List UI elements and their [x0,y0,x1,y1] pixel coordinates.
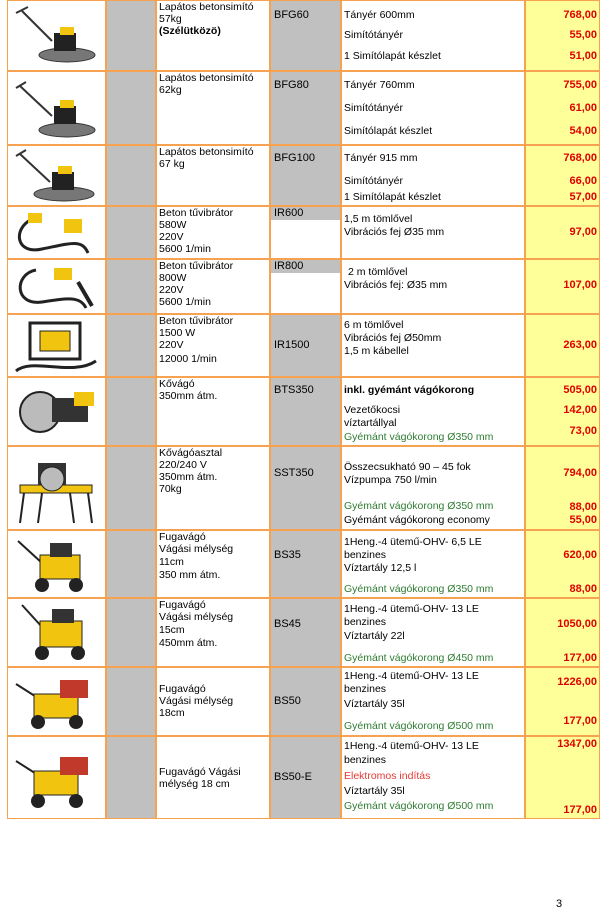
table-row [7,736,600,819]
product-code: BS45 [274,618,301,630]
power-trowel-illustration [12,148,100,204]
cut-off-saw-illustration [12,380,100,442]
product-name-line: 12000 1/min [159,353,217,365]
price-value: 768,00 [563,9,597,21]
product-image-cell [8,315,105,376]
price-value: 177,00 [563,715,597,727]
product-description-cell [342,207,524,258]
product-name-cell [157,668,269,735]
product-name-line: Lapátos betonsimító [159,72,254,84]
product-code-cell [271,531,340,597]
product-name-line: 15cm [159,624,185,636]
product-name-line: Beton tűvibrátor [159,207,234,219]
product-image-cell [8,72,105,144]
description-line: Tányér 915 mm [344,152,418,164]
price-cell [526,531,599,597]
price-value: 1347,00 [557,738,597,750]
spacer-cell [107,1,155,70]
floor-saw-illustration [12,670,100,732]
product-image-cell [8,146,105,205]
product-description-cell [342,1,524,70]
spacer-cell [107,146,155,205]
product-description-cell [342,599,524,666]
description-line: 1Heng.-4 ütemű-OHV- 13 LE [344,740,479,752]
description-line: Simítólapát készlet [344,125,433,137]
vibrator-illustration [12,262,100,312]
description-line: Víztartály 35l [344,785,405,797]
table-row [7,145,600,206]
product-name-line: (Szélütközö) [159,25,221,37]
spacer-cell [107,315,155,376]
product-code-cell [271,260,340,313]
description-line: 1,5 m kábellel [344,345,409,357]
price-value: 97,00 [569,226,597,238]
price-value: 73,00 [569,425,597,437]
product-code: IR800 [274,260,304,272]
product-image-cell [8,207,105,258]
table-row [7,446,600,530]
description-line: 1 Simítólapát készlet [344,191,441,203]
product-name-cell [157,378,269,445]
product-name-line: Kővágó [159,378,195,390]
product-name-cell [157,260,269,313]
product-name-cell [157,531,269,597]
product-description-cell [342,260,524,313]
spacer-cell [107,72,155,144]
power-trowel-illustration [12,74,100,142]
product-description-cell [342,737,524,818]
description-line: benzines [344,549,387,561]
description-line: Simítótányér [344,29,403,41]
price-value: 1050,00 [557,618,597,630]
price-value: 55,00 [569,514,597,526]
product-code: BFG80 [274,79,309,91]
product-description-cell [342,146,524,205]
vibrator-illustration [12,209,100,257]
product-code: BFG60 [274,9,309,21]
product-description-cell [342,315,524,376]
description-line: Gyémánt vágókorong Ø500 mm [344,720,494,732]
product-code: IR1500 [274,339,310,351]
product-image-cell [8,378,105,445]
floor-saw-illustration [12,601,100,663]
description-line: Gyémánt vágókorong Ø500 mm [344,800,494,812]
price-cell [526,207,599,258]
product-name-line: 580W [159,219,187,231]
price-value: 88,00 [569,501,597,513]
description-line: Gyémánt vágókorong Ø350 mm [344,431,494,443]
price-value: 505,00 [563,384,597,396]
price-value: 142,00 [563,404,597,416]
product-name-line: Kővágóasztal [159,447,223,459]
stone-cutting-table-illustration [12,449,100,527]
power-trowel-illustration [12,3,100,69]
product-name-line: mélység 18 cm [159,778,230,790]
description-line: Simítótányér [344,175,403,187]
product-image-cell [8,447,105,529]
product-name-line: Vágási mélység [159,543,234,555]
product-name-line: 800W [159,272,187,284]
price-value: 51,00 [569,50,597,62]
product-name-line: Fugavágó [159,683,206,695]
product-name-line: 57kg [159,13,182,25]
product-code-cell [271,447,340,529]
product-name-line: 220V [159,231,184,243]
product-name-cell [157,315,269,376]
spacer-cell [107,260,155,313]
price-value: 57,00 [569,191,597,203]
spacer-cell [107,668,155,735]
product-name-line: 350 mm átm. [159,569,221,581]
product-name-line: Lapátos betonsimító [159,146,254,158]
table-row [7,206,600,259]
product-name-line: Beton tűvibrátor [159,260,234,272]
product-name-line: Fugavágó [159,531,206,543]
product-name-cell [157,447,269,529]
price-value: 1226,00 [557,676,597,688]
description-line: benzines [344,754,387,766]
product-code: IR600 [274,207,304,219]
product-name-line: Beton tűvibrátor [159,315,234,327]
description-line: víztartállyal [344,417,397,429]
description-line: 1,5 m tömlővel [344,213,413,225]
table-row [7,530,600,598]
product-image-cell [8,737,105,818]
price-cell [526,599,599,666]
price-cell [526,72,599,144]
description-line: 2 m tömlővel [348,266,408,278]
description-line: Víztartály 12,5 l [344,562,417,574]
product-code: BTS350 [274,384,314,396]
product-name-line: 220/240 V [159,459,207,471]
description-line: benzines [344,616,387,628]
product-code-cell [271,599,340,666]
description-line: Vezetőkocsi [344,404,401,416]
description-line: Tányér 760mm [344,79,415,91]
spacer-cell [107,599,155,666]
description-line: Vibrációs fej Ø35 mm [344,226,445,238]
floor-saw-illustration [12,533,100,595]
description-line: Gyémánt vágókorong economy [344,514,490,526]
product-description-cell [342,531,524,597]
product-name-line: 67 kg [159,158,185,170]
price-table [7,0,600,819]
product-code: SST350 [274,467,314,479]
product-description-cell [342,378,524,445]
product-name-line: 5600 1/min [159,243,211,255]
price-value: 177,00 [563,804,597,816]
table-row [7,667,600,736]
description-line: Elektromos indítás [344,770,431,782]
product-image-cell [8,1,105,70]
description-line: Vibrációs fej: Ø35 mm [344,279,448,291]
product-name-line: 62kg [159,84,182,96]
price-value: 620,00 [563,549,597,561]
price-cell [526,378,599,445]
spacer-cell [107,447,155,529]
product-description-cell [342,668,524,735]
product-name-line: 70kg [159,483,182,495]
description-line: Gyémánt vágókorong Ø450 mm [344,652,494,664]
description-line: 1Heng.-4 ütemű-OHV- 13 LE [344,603,479,615]
vibrator-motor-illustration [12,317,100,375]
product-image-cell [8,260,105,313]
spacer-cell [107,737,155,818]
price-value: 794,00 [563,467,597,479]
description-line: Simítótányér [344,102,403,114]
product-description-cell [342,447,524,529]
description-line: Víztartály 22l [344,630,405,642]
product-image-cell [8,668,105,735]
product-code: BS35 [274,549,301,561]
product-code: BFG100 [274,152,315,164]
description-line: Összecsukható 90 – 45 fok [344,461,471,473]
description-line: 1Heng.-4 ütemű-OHV- 6,5 LE [344,536,482,548]
price-cell [526,315,599,376]
description-line: Vízpumpa 750 l/min [344,474,437,486]
product-name-cell [157,146,269,205]
product-code-cell [271,378,340,445]
price-cell [526,1,599,70]
table-row [7,71,600,145]
product-name-line: Fugavágó [159,599,206,611]
table-row [7,377,600,446]
product-name-line: 18cm [159,707,185,719]
price-value: 107,00 [563,279,597,291]
product-name-line: 1500 W [159,327,196,339]
price-cell [526,737,599,818]
product-name-line: 220V [159,339,184,351]
description-line: Víztartály 35l [344,698,405,710]
description-line: Vibrációs fej Ø50mm [344,332,442,344]
product-name-cell [157,1,269,70]
product-name-line: Vágási mélység [159,695,234,707]
price-value: 88,00 [569,583,597,595]
description-line: 1Heng.-4 ütemű-OHV- 13 LE [344,670,479,682]
product-code-cell [271,1,340,70]
price-value: 768,00 [563,152,597,164]
description-line: benzines [344,683,387,695]
product-name-line: 5600 1/min [159,296,211,308]
description-line: 1 Simítólapát készlet [344,50,441,62]
product-name-cell [157,72,269,144]
spacer-cell [107,207,155,258]
product-name-line: Vágási mélység [159,611,234,623]
price-value: 61,00 [569,102,597,114]
description-line: Tányér 600mm [344,9,415,21]
price-value: 263,00 [563,339,597,351]
product-name-cell [157,737,269,818]
product-image-cell [8,531,105,597]
price-cell [526,668,599,735]
price-value: 55,00 [569,29,597,41]
product-code-cell [271,737,340,818]
product-description-cell [342,72,524,144]
product-name-line: 350mm átm. [159,390,218,402]
description-line: Gyémánt vágókorong Ø350 mm [344,583,494,595]
product-name-line: Fugavágó Vágási [159,766,241,778]
page-number: 3 [556,898,563,910]
description-line: 6 m tömlővel [344,319,404,331]
price-cell [526,146,599,205]
price-value: 755,00 [563,79,597,91]
price-value: 54,00 [569,125,597,137]
product-code: BS50-E [274,771,312,783]
product-name-cell [157,207,269,258]
table-row [7,598,600,667]
table-row [7,0,600,71]
product-code-cell [271,315,340,376]
product-name-line: 220V [159,284,184,296]
product-image-cell [8,599,105,666]
description-line: Gyémánt vágókorong Ø350 mm [344,500,494,512]
table-row [7,314,600,377]
product-code: BS50 [274,695,301,707]
price-cell [526,447,599,529]
product-code-cell [271,207,340,258]
product-code-cell [271,72,340,144]
floor-saw-illustration [12,739,100,815]
product-name-line: 450mm átm. [159,637,218,649]
product-name-line: 350mm átm. [159,471,218,483]
spacer-cell [107,531,155,597]
product-name-cell [157,599,269,666]
product-name-line: 11cm [159,556,184,568]
price-value: 66,00 [569,175,597,187]
description-line: inkl. gyémánt vágókorong [344,384,475,396]
price-cell [526,260,599,313]
product-name-line: Lapátos betonsimító [159,1,254,13]
product-code-cell [271,146,340,205]
spacer-cell [107,378,155,445]
table-row [7,259,600,314]
product-code-cell [271,668,340,735]
price-value: 177,00 [563,652,597,664]
